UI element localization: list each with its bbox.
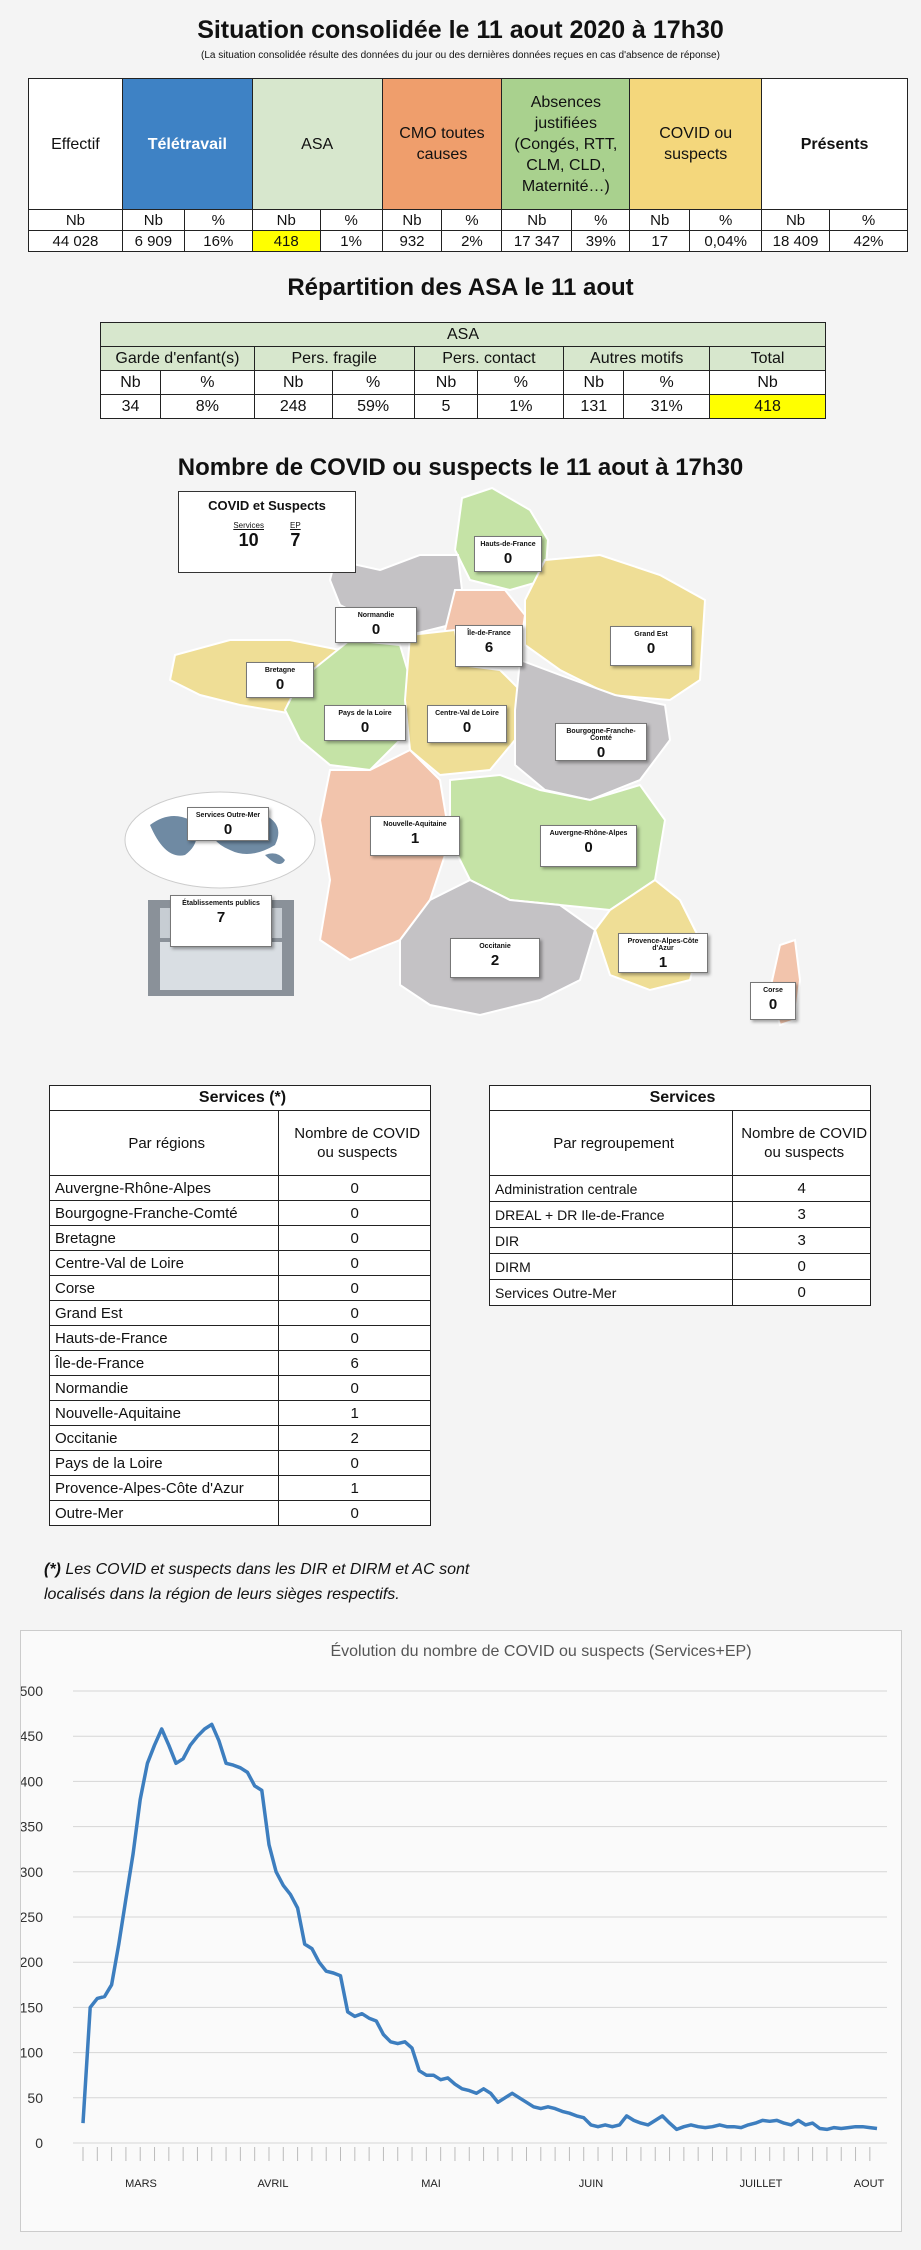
- map-region-label: Occitanie: [479, 943, 511, 950]
- table-row: [50, 1451, 431, 1476]
- month-label: MAI: [421, 2178, 441, 2190]
- asa-cat-total: Total: [710, 347, 826, 371]
- map-region-box: [324, 705, 406, 741]
- row-value: 0: [279, 1376, 431, 1401]
- map-region-label: Pays de la Loire: [338, 710, 392, 717]
- summary-subheader: Nb: [630, 210, 690, 231]
- map-region-box: [170, 895, 272, 947]
- map-title: Nombre de COVID ou suspects le 11 aout à 17h30: [177, 454, 744, 481]
- row-name: Bretagne: [50, 1226, 279, 1251]
- row-name: Hauts-de-France: [50, 1326, 279, 1351]
- row-value: 3: [733, 1202, 871, 1228]
- table-row: [50, 1251, 431, 1276]
- footnote-mark: (*): [44, 1561, 61, 1578]
- asa-title: Répartition des ASA le 11 aout: [287, 274, 634, 301]
- summary-subheader: %: [184, 210, 252, 231]
- asa-value: 34: [101, 395, 161, 419]
- row-name: Île-de-France: [50, 1351, 279, 1376]
- row-value: 0: [279, 1326, 431, 1351]
- page-subtitle: (La situation consolidée résulte des données du jour ou des dernières données reçues en cas d'absence de réponse): [201, 50, 720, 61]
- row-value: 0: [279, 1251, 431, 1276]
- summary-subheader: %: [572, 210, 630, 231]
- row-name: Provence-Alpes-Côte d'Azur: [50, 1476, 279, 1501]
- asa-value: 248: [254, 395, 332, 419]
- table-row: [490, 1280, 871, 1306]
- row-value: 4: [733, 1176, 871, 1202]
- row-name: DIRM: [490, 1254, 733, 1280]
- y-tick-label: 200: [21, 1954, 43, 1971]
- map-region-box: [474, 536, 542, 572]
- header-covid: COVID ou suspects: [630, 79, 762, 210]
- asa-cat-autres: Autres motifs: [564, 347, 710, 371]
- map-region-label: Services Outre-Mer: [195, 812, 261, 819]
- y-tick-label: 350: [21, 1818, 43, 1835]
- summary-subheader: %: [442, 210, 502, 231]
- asa-value: 5: [414, 395, 478, 419]
- summary-subheader: %: [320, 210, 382, 231]
- map-region-value: 0: [768, 996, 778, 1013]
- map-region-label: Provence-Alpes-Côte d'Azur: [627, 938, 699, 952]
- map-region-label: Bretagne: [264, 667, 296, 674]
- table-row: [50, 1501, 431, 1526]
- map-region-label: Nouvelle-Aquitaine: [383, 821, 447, 828]
- covid-evolution-chart: [21, 1631, 901, 2231]
- y-tick-label: 250: [21, 1909, 43, 1925]
- summary-subheader: Nb: [252, 210, 320, 231]
- map-region-box: [750, 982, 796, 1020]
- row-name: Bourgogne-Franche-Comté: [50, 1201, 279, 1226]
- map-region-value: 7: [216, 909, 226, 926]
- row-name: Administration centrale: [490, 1176, 733, 1202]
- summary-subheader: %: [830, 210, 908, 231]
- summary-value: 6 909: [122, 231, 184, 252]
- header-effectif: Effectif: [29, 79, 123, 210]
- map-region-value: 1: [658, 954, 668, 971]
- asa-subheader: Nb: [414, 371, 478, 395]
- summary-value: 16%: [184, 231, 252, 252]
- header-absences: Absences justifiées (Congés, RTT, CLM, CLD, Maternité…): [502, 79, 630, 210]
- asa-subheader: Nb: [101, 371, 161, 395]
- summary-value: 39%: [572, 231, 630, 252]
- table-row: [50, 1351, 431, 1376]
- row-value: 0: [279, 1501, 431, 1526]
- map-region-value: 0: [584, 839, 593, 856]
- y-tick-label: 0: [35, 2135, 43, 2151]
- map-region-value: 0: [360, 719, 370, 736]
- summary-value: 0,04%: [690, 231, 762, 252]
- legend-services-label: Services: [233, 521, 264, 530]
- row-value: 0: [279, 1276, 431, 1301]
- y-tick-label: 450: [21, 1728, 43, 1745]
- map-region-value: 0: [596, 744, 606, 761]
- row-value: 0: [279, 1201, 431, 1226]
- summary-subheader: Nb: [382, 210, 442, 231]
- footnote-text: Les COVID et suspects dans les DIR et DIRM et AC sont localisés dans la région de leurs sièges respectifs.: [44, 1561, 470, 1603]
- services-regions-table: [49, 1085, 431, 1526]
- map-region-box: [450, 938, 540, 978]
- table-row: [50, 1176, 431, 1201]
- map-region-box: [540, 825, 637, 867]
- asa-table: [100, 322, 826, 419]
- series-line: [83, 1724, 877, 2129]
- services-groups-col1: Par regroupement: [490, 1111, 733, 1176]
- summary-value: 17 347: [502, 231, 572, 252]
- table-row: [490, 1202, 871, 1228]
- map-region-label: Normandie: [357, 612, 395, 619]
- map-region-label: Centre-Val de Loire: [435, 710, 499, 717]
- asa-value: 1%: [478, 395, 564, 419]
- asa-value: 31%: [624, 395, 710, 419]
- asa-cat-fragile: Pers. fragile: [254, 347, 414, 371]
- summary-value: 418: [252, 231, 320, 252]
- services-groups-title: Services: [490, 1086, 871, 1111]
- asa-value: 8%: [160, 395, 254, 419]
- table-row: [490, 1228, 871, 1254]
- map-region-box: [555, 723, 647, 761]
- asa-cat-garde: Garde d'enfant(s): [101, 347, 255, 371]
- asa-subheader: Nb: [564, 371, 624, 395]
- map-region-value: 0: [223, 821, 233, 838]
- map-region-box: [610, 626, 692, 666]
- row-value: 6: [279, 1351, 431, 1376]
- row-value: 1: [279, 1401, 431, 1426]
- row-value: 3: [733, 1228, 871, 1254]
- row-value: 2: [279, 1426, 431, 1451]
- y-tick-label: 500: [21, 1683, 43, 1699]
- map-region-value: 0: [275, 676, 285, 693]
- table-row: [490, 1176, 871, 1202]
- summary-value: 42%: [830, 231, 908, 252]
- y-tick-label: 300: [21, 1863, 43, 1880]
- services-groups-col2: Nombre de COVID ou suspects: [733, 1111, 871, 1176]
- row-value: 0: [733, 1254, 871, 1280]
- map-region-value: 0: [371, 621, 381, 638]
- month-label: AOUT: [853, 2178, 885, 2190]
- summary-value: 2%: [442, 231, 502, 252]
- services-regions-title: Services (*): [50, 1086, 431, 1111]
- header-cmo: CMO toutes causes: [382, 79, 502, 210]
- row-name: Grand Est: [50, 1301, 279, 1326]
- row-name: DIR: [490, 1228, 733, 1254]
- y-tick-label: 150: [21, 1999, 43, 2016]
- map-region-label: Grand Est: [634, 631, 668, 638]
- y-tick-label: 100: [21, 2044, 43, 2061]
- chart-container: [20, 1630, 902, 2232]
- row-value: 0: [279, 1451, 431, 1476]
- summary-value: 1%: [320, 231, 382, 252]
- row-name: Corse: [50, 1276, 279, 1301]
- header-presents: Présents: [762, 79, 908, 210]
- header-asa: ASA: [252, 79, 382, 210]
- asa-subheader: Nb: [710, 371, 826, 395]
- summary-value: 17: [630, 231, 690, 252]
- map-region-box: [187, 807, 269, 841]
- y-tick-label: 400: [21, 1773, 43, 1790]
- map-region-value: 0: [646, 640, 656, 657]
- map-region-box: [618, 933, 708, 973]
- table-row: [50, 1226, 431, 1251]
- asa-subheader: Nb: [254, 371, 332, 395]
- map-region-value: 1: [410, 830, 420, 847]
- asa-group-header: ASA: [101, 323, 826, 347]
- map-region-label: Établissements publics: [182, 900, 260, 907]
- month-label: AVRIL: [257, 2178, 289, 2190]
- table-row: [490, 1254, 871, 1280]
- row-value: 0: [279, 1176, 431, 1201]
- map-region-box: [370, 816, 460, 856]
- summary-value: 44 028: [29, 231, 123, 252]
- row-name: Pays de la Loire: [50, 1451, 279, 1476]
- summary-subheader: Nb: [122, 210, 184, 231]
- table-row: [50, 1401, 431, 1426]
- row-value: 0: [733, 1280, 871, 1306]
- summary-value: 18 409: [762, 231, 830, 252]
- table-row: [50, 1326, 431, 1351]
- legend-title: COVID et Suspects: [208, 498, 326, 513]
- asa-cat-contact: Pers. contact: [414, 347, 564, 371]
- row-name: Occitanie: [50, 1426, 279, 1451]
- summary-value: 932: [382, 231, 442, 252]
- map-region-box: [335, 607, 417, 643]
- map-region-label: Île-de-France: [467, 630, 511, 637]
- map-region-label: Auvergne-Rhône-Alpes: [549, 830, 628, 837]
- row-value: 0: [279, 1226, 431, 1251]
- asa-subheader: %: [332, 371, 414, 395]
- map-region-box: [427, 705, 507, 743]
- legend-ep-label: EP: [290, 521, 301, 530]
- map-region-value: 2: [490, 952, 500, 969]
- asa-subheader: %: [160, 371, 254, 395]
- row-name: DREAL + DR Ile-de-France: [490, 1202, 733, 1228]
- asa-value: 131: [564, 395, 624, 419]
- summary-subheader: Nb: [762, 210, 830, 231]
- month-label: MARS: [125, 2178, 157, 2190]
- chart-title: Évolution du nombre de COVID ou suspects (Services+EP): [330, 1643, 752, 1660]
- table-row: [50, 1201, 431, 1226]
- table-row: [50, 1476, 431, 1501]
- summary-table: [28, 78, 908, 252]
- y-tick-label: 50: [27, 2089, 43, 2106]
- map-region-box: [455, 625, 523, 667]
- asa-subheader: %: [624, 371, 710, 395]
- services-groups-table: [489, 1085, 871, 1306]
- legend-services-value: 10: [238, 530, 259, 550]
- map-region-value: 0: [503, 550, 513, 567]
- map-region-label: Bourgogne-Franche-Comté: [566, 728, 636, 742]
- legend-ep-value: 7: [290, 530, 301, 550]
- page-title: Situation consolidée le 11 aout 2020 à 17h30: [197, 16, 724, 44]
- table-row: [50, 1276, 431, 1301]
- summary-subheader: %: [690, 210, 762, 231]
- row-name: Normandie: [50, 1376, 279, 1401]
- header-teletravail: Télétravail: [122, 79, 252, 210]
- row-value: 1: [279, 1476, 431, 1501]
- summary-subheader: Nb: [502, 210, 572, 231]
- map-legend: [178, 491, 356, 573]
- map-region-label: Corse: [763, 987, 783, 994]
- footnote: [44, 1557, 504, 1607]
- asa-subheader: %: [478, 371, 564, 395]
- row-name: Services Outre-Mer: [490, 1280, 733, 1306]
- month-label: JUILLET: [739, 2178, 783, 2190]
- row-name: Outre-Mer: [50, 1501, 279, 1526]
- asa-value: 59%: [332, 395, 414, 419]
- map-region-value: 0: [462, 719, 472, 736]
- row-name: Centre-Val de Loire: [50, 1251, 279, 1276]
- table-row: [50, 1426, 431, 1451]
- asa-value: 418: [710, 395, 826, 419]
- row-value: 0: [279, 1301, 431, 1326]
- month-label: JUIN: [578, 2178, 604, 2190]
- row-name: Nouvelle-Aquitaine: [50, 1401, 279, 1426]
- summary-subheader: Nb: [29, 210, 123, 231]
- row-name: Auvergne-Rhône-Alpes: [50, 1176, 279, 1201]
- map-region-label: Hauts-de-France: [480, 541, 536, 548]
- map-region-value: 6: [484, 639, 494, 656]
- table-row: [50, 1301, 431, 1326]
- table-row: [50, 1376, 431, 1401]
- services-regions-col1: Par régions: [50, 1111, 279, 1176]
- services-regions-col2: Nombre de COVID ou suspects: [279, 1111, 431, 1176]
- map-region-box: [246, 662, 314, 698]
